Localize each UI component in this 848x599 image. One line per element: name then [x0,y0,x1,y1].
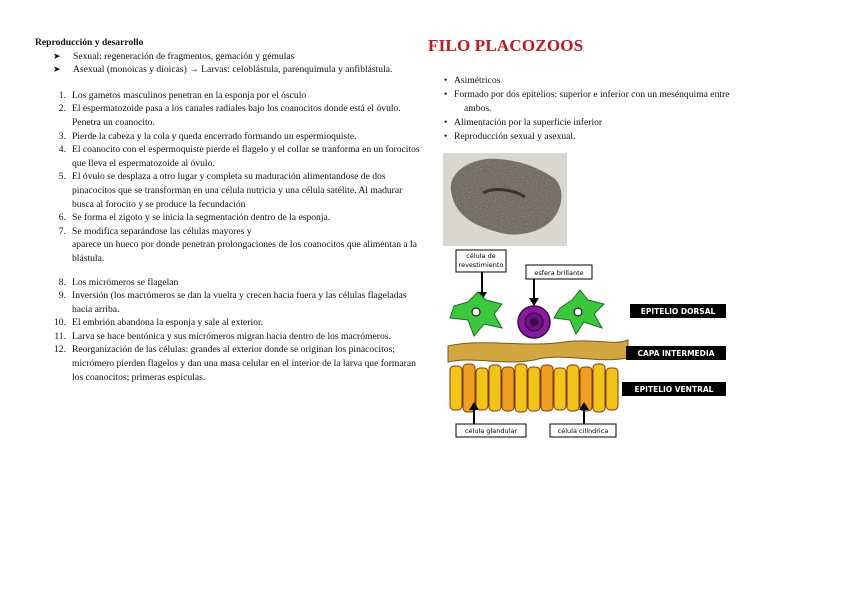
list-item: ➤ Asexual (monoicas y dioicas) → Larvas: celoblástula, parenquimula y anfiblástula. [53,64,393,76]
legend-label-celula-cilindrica [550,424,616,437]
label-epitelio-ventral [622,382,726,396]
list-item: 9. Inversión (los macrómeros se dan la vuelta y crecen hacia fuera y las células flageladas hacia arriba. [58,290,407,315]
list-item: 3. Pierde la cabeza y la cola y queda encerrado formando un espermioquiste. [58,130,357,142]
right-column [428,36,818,144]
legend-label-esfera-brillante [526,265,592,279]
list-item: 1. Los gametos masculinos penetran en la esponja por el ósculo [58,89,307,101]
svg-text:CAPA INTERMEDIA: CAPA INTERMEDIA [637,349,715,358]
svg-text:EPITELIO VENTRAL: EPITELIO VENTRAL [634,385,714,394]
placozoa-layers-diagram [444,248,734,440]
legend-label-celula-glandular [456,424,526,437]
svg-text:esfera brillante: esfera brillante [534,269,584,277]
list-item: 4. El coanocito con el espermoquiste pierde el flagelo y el collar se tranforma en un forocitos que lleva el espermatozoide al óvulo. [58,144,420,169]
svg-text:EPITELIO DORSAL: EPITELIO DORSAL [640,307,716,316]
list-item: • Asimétricos [444,75,501,86]
list-item: • Alimentación por la superficie inferior [444,117,603,128]
legend-label-celula-revestimiento [456,250,506,272]
list-item: 8. Los micrómeros se flagelan [58,276,179,288]
placozoa-micrograph-image [443,153,567,246]
svg-text:célula de: célula de [466,252,496,260]
left-column [35,36,420,384]
placozoa-features-list [444,74,818,144]
label-epitelio-dorsal [630,304,726,318]
arrow-bullet-icon: ➤ [53,64,61,75]
list-item: 6. Se forma el zigoto y se inicia la segmentación dentro de la esponja. [58,212,331,224]
list-item: 2. El espermatozoide pasa a los canales radiales bajo los coanocitos donde está el óvulo. Penetra un coanocito. [58,103,401,128]
list-item: 12. Reorganización de las células: grandes al exterior donde se originan los pinacocitos; micrómero pierden flagelos y dan una masa celular en el interior de la larva que formaran los coanocitos; primeras espículas. [54,344,416,383]
bright-sphere-cell [518,306,550,338]
svg-text:célula cilíndrica: célula cilíndrica [557,427,609,435]
label-capa-intermedia [626,346,726,360]
page-title: FILO PLACOZOOS [428,36,584,55]
section-heading: Reproducción y desarrollo [35,37,144,48]
list-item: 11. Larva se hace bentónica y sus micrómeros migran hacia dentro de los macrómeros. [54,330,391,342]
arrow-bullet-icon: ➤ [53,50,61,61]
reproduction-types-list [53,50,420,77]
list-item: • Formado por dos epitelios: superior e inferior con un mesénquima entre ambos. [444,89,730,114]
svg-text:revestimiento: revestimiento [458,261,504,269]
list-item: 5. El óvulo se desplaza a otro lugar y completa su maduración alimentandose de dos pinacocitos que se transforman en una célula nutricia y una célula satélite. Al madurar busca al forocito y se produce la fecundación [58,171,403,210]
list-item: 7. Se modifica separándose las células mayores y aparece un hueco por donde penetran prolongaciones de los coanocitos que alimentan a la blástula. [58,225,417,264]
list-item: ➤ Sexual: regeneración de fragmentos, gemación y gémulas [53,50,295,62]
pointer-arrowhead-icon [529,298,539,306]
development-steps-list [35,89,420,384]
list-item: • Reproducción sexual y asexual. [444,131,576,142]
svg-text:célula glandular: célula glandular [464,427,518,435]
intermediate-layer [448,340,628,362]
list-item: 10. El embrión abandona la esponja y sale al exterior. [54,317,264,329]
